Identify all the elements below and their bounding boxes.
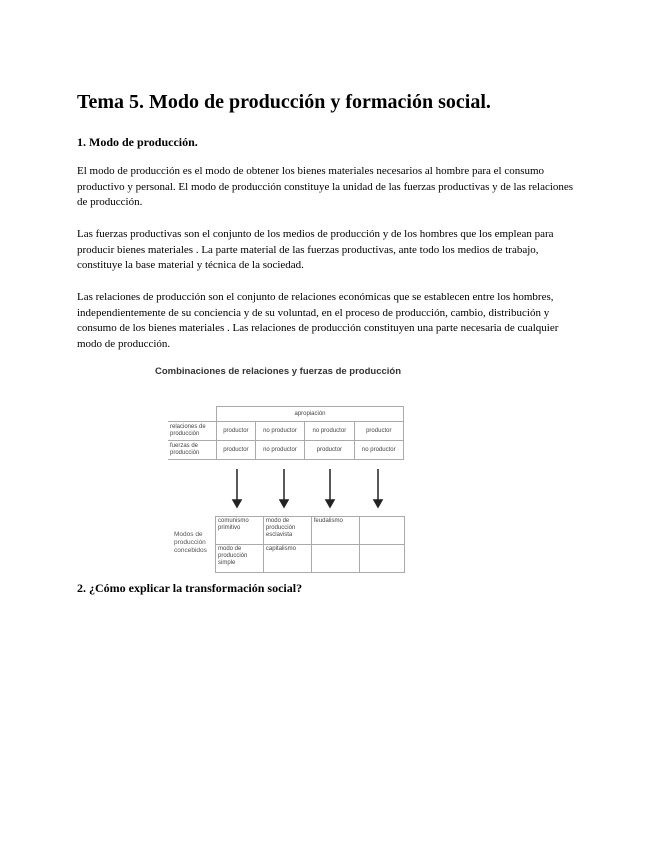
combinations-table	[168, 406, 404, 460]
table-cell: comunismo primitivo	[216, 517, 264, 545]
table-cell: feudalismo	[311, 517, 359, 545]
table-cell: no productor	[354, 441, 403, 460]
table-cell: productor	[305, 441, 354, 460]
down-arrow-icon	[233, 469, 241, 507]
apropiacion-header: apropiación	[217, 407, 404, 422]
table-cell: no productor	[255, 422, 304, 441]
table-cell: no productor	[255, 441, 304, 460]
table-cell	[311, 545, 359, 573]
paragraph-1: El modo de producción es el modo de obtener los bienes materiales necesarios al hombre para el consumo productivo y personal. El modo de producción constituye la unidad de las fuerzas productivas y de las relaciones de producción.	[77, 165, 574, 208]
row-label-relaciones: relaciones de producción	[168, 422, 217, 441]
table-cell: capitalismo	[263, 545, 311, 573]
paragraph-3: Las relaciones de producción son el conjunto de relaciones económicas que se establecen entre los hombres, independientemente de su conciencia y de su voluntad, en el proceso de producción, cambio, distribución y consumo de los bienes materiales . Las relaciones de producción constituyen una parte necesaria de cualquier modo de producción.	[77, 291, 559, 350]
table-cell: no productor	[305, 422, 354, 441]
table-cell: productor	[217, 422, 256, 441]
table-cell: modo de producción esclavista	[263, 517, 311, 545]
table-cell	[359, 517, 404, 545]
table-cell: modo de producción simple	[216, 545, 264, 573]
table-corner	[168, 407, 217, 422]
arrows-group	[150, 466, 410, 511]
paragraph-2: Las fuerzas productivas son el conjunto de los medios de producción y de los hombres que los emplean para producir bienes materiales . La parte material de las fuerzas productivas, ante todo los medios de trabajo, constituye la base material y técnica de la sociedad.	[77, 228, 554, 271]
table-cell	[359, 545, 404, 573]
down-arrow-icon	[374, 469, 382, 507]
figure-title: Combinaciones de relaciones y fuerzas de producción	[155, 366, 402, 377]
modos-table	[215, 516, 405, 573]
down-arrow-icon	[326, 469, 334, 507]
modos-label: Modos de producción concebidos	[174, 531, 207, 554]
table-cell: productor	[354, 422, 403, 441]
table-cell: productor	[217, 441, 256, 460]
combinations-figure	[150, 366, 410, 578]
row-label-fuerzas: fuerzas de producción	[168, 441, 217, 460]
down-arrow-icon	[280, 469, 288, 507]
section-heading-2: 2. ¿Cómo explicar la transformación social?	[77, 581, 303, 595]
section-heading-1: 1. Modo de producción.	[77, 135, 198, 149]
document-title: Tema 5. Modo de producción y formación social.	[77, 91, 491, 113]
